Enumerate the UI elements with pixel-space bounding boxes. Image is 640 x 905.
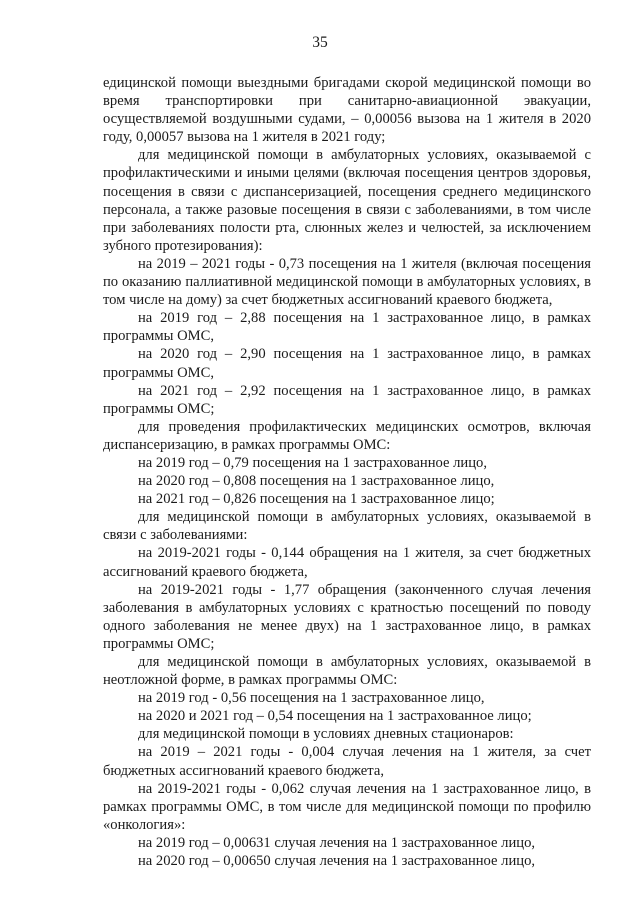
paragraph-day-hospital-header: для медицинской помощи в условиях дневных стационаров: [138,726,514,743]
page-number: 35 [312,34,328,51]
paragraph-outpatient-disease-header: для медицинской помощи в амбулаторных условиях, оказываемой в связи с заболеваниями: [103,509,591,544]
paragraph-checkups-2019: на 2019 год – 0,79 посещения на 1 застрахованное лицо, [138,454,487,471]
document-body [103,74,591,870]
paragraph-outpatient-disease-oms: на 2019-2021 годы - 1,77 обращения (законченного случая лечения заболевания в амбулаторных условиях с кратностью посещений по поводу одного заболевания не менее двух) на 1 застрахованное лицо, в рамках программы ОМС; [103,581,591,652]
paragraph-oncology-2019: на 2019 год – 0,00631 случая лечения на 1 застрахованное лицо, [138,834,536,851]
paragraph-ambulance-air-evacuation: едицинской помощи выездными бригадами скорой медицинской помощи во время транспортировки при санитарно-авиационной эвакуации, осуществляемой воздушными судами, – 0,00056 вызова на 1 жителя в 2020 году, 0,00057 вызова на 1 жителя в 2021 году; [103,75,591,146]
paragraph-outpatient-preventive-2020: на 2020 год – 2,90 посещения на 1 застрахованное лицо, в рамках программы ОМС, [103,346,591,381]
paragraph-urgent-care-header: для медицинской помощи в амбулаторных условиях, оказываемой в неотложной форме, в рамках программы ОМС: [103,654,591,689]
paragraph-urgent-care-2020-2021: на 2020 и 2021 год – 0,54 посещения на 1 застрахованное лицо; [138,708,532,725]
paragraph-outpatient-preventive-2019: на 2019 год – 2,88 посещения на 1 застрахованное лицо, в рамках программы ОМС, [103,310,591,345]
paragraph-oncology-2020: на 2020 год – 0,00650 случая лечения на 1 застрахованное лицо, [138,853,536,870]
paragraph-checkups-header: для проведения профилактических медицинских осмотров, включая диспансеризацию, в рамках программы ОМС: [103,418,591,453]
paragraph-urgent-care-2019: на 2019 год - 0,56 посещения на 1 застрахованное лицо, [138,690,485,707]
paragraph-checkups-2021: на 2021 год – 0,826 посещения на 1 застрахованное лицо; [138,491,495,508]
paragraph-outpatient-preventive-header: для медицинской помощи в амбулаторных условиях, оказываемой с профилактическими и иными целями (включая посещения центров здоровья, посещения в связи с диспансеризацией, посещения среднего медицинского персонала, а также разовые посещения в связи с заболеваниями, в том числе при заболеваниях полости рта, слюнных желез и челюстей, за исключением зубного протезирования): [103,147,591,254]
paragraph-outpatient-disease-budget: на 2019-2021 годы - 0,144 обращения на 1 жителя, за счет бюджетных ассигнований краевого бюджета, [103,545,591,580]
paragraph-outpatient-preventive-budget: на 2019 – 2021 годы - 0,73 посещения на 1 жителя (включая посещения по оказанию паллиативной медицинской помощи в амбулаторных условиях, в том числе на дому) за счет бюджетных ассигнований краевого бюджета, [103,255,591,309]
paragraph-day-hospital-oms: на 2019-2021 годы - 0,062 случая лечения на 1 застрахованное лицо, в рамках программы ОМС, в том числе для медицинской помощи по профилю «онкология»: [103,780,591,833]
paragraph-checkups-2020: на 2020 год – 0,808 посещения на 1 застрахованное лицо, [138,473,495,490]
paragraph-day-hospital-budget: на 2019 – 2021 годы - 0,004 случая лечения на 1 жителя, за счет бюджетных ассигнований краевого бюджета, [103,744,591,779]
paragraph-outpatient-preventive-2021: на 2021 год – 2,92 посещения на 1 застрахованное лицо, в рамках программы ОМС; [103,382,591,417]
